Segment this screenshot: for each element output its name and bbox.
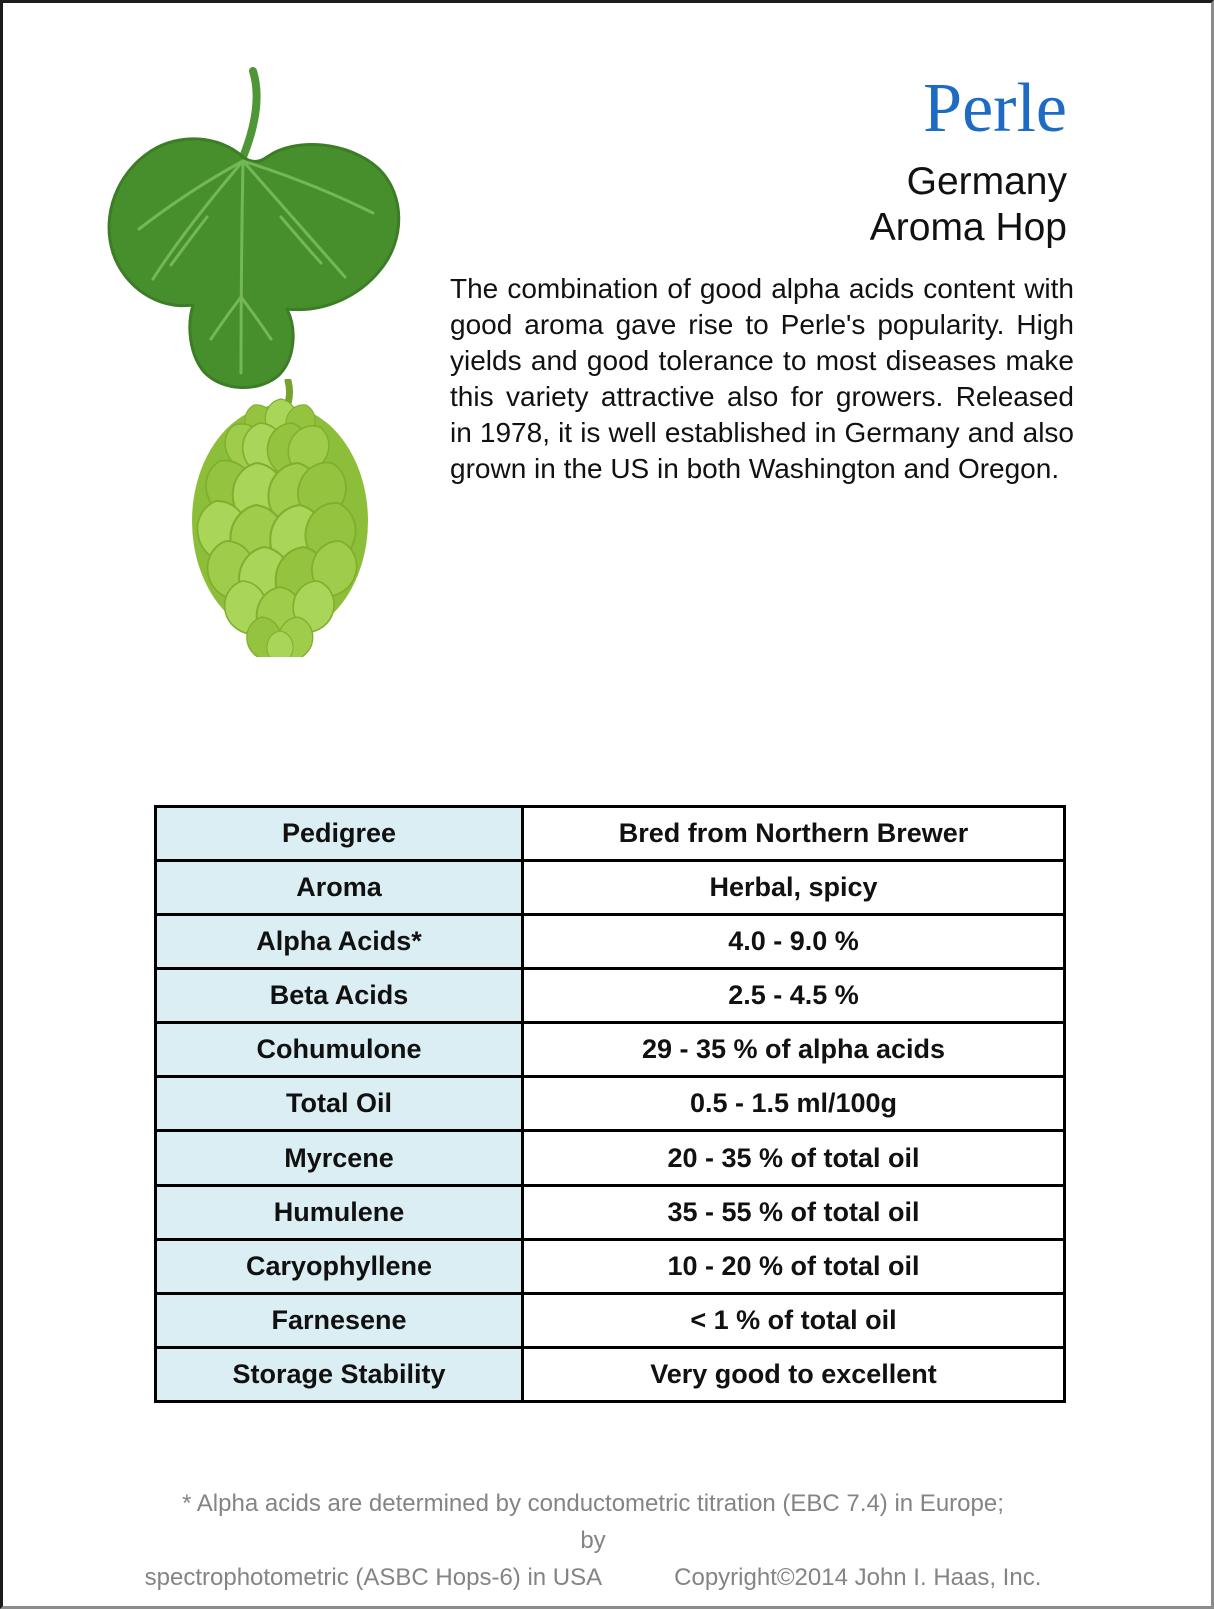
row-label: Aroma <box>156 861 523 915</box>
row-value: 0.5 - 1.5 ml/100g <box>523 1077 1065 1131</box>
header <box>869 70 1067 251</box>
table-row <box>156 807 1065 861</box>
table-row <box>156 969 1065 1023</box>
table-row <box>156 1347 1065 1401</box>
row-value: 29 - 35 % of alpha acids <box>523 1023 1065 1077</box>
description-text: The combination of good alpha acids content with good aroma gave rise to Perle's popularity. High yields and good tolerance to most diseases make this variety attractive also for growers. Released in 1978, it is well established in Germany and also grown in the US in both Washington and Oregon. <box>450 273 1074 484</box>
hop-type-label: Aroma Hop <box>869 206 1067 249</box>
table-row <box>156 861 1065 915</box>
row-label: Cohumulone <box>156 1023 523 1077</box>
row-label: Beta Acids <box>156 969 523 1023</box>
table-row <box>156 915 1065 969</box>
footnote-line1: * Alpha acids are determined by conductometric titration (EBC 7.4) in Europe; by <box>182 1490 1004 1554</box>
table-row <box>156 1239 1065 1293</box>
row-value: Bred from Northern Brewer <box>523 807 1065 861</box>
row-value: Herbal, spicy <box>523 861 1065 915</box>
row-label: Humulene <box>156 1185 523 1239</box>
table-row <box>156 1077 1065 1131</box>
footer <box>144 1485 1042 1596</box>
table-row <box>156 1185 1065 1239</box>
country-label: Germany <box>906 160 1067 203</box>
row-label: Alpha Acids* <box>156 915 523 969</box>
row-label: Farnesene <box>156 1293 523 1347</box>
row-value: Very good to excellent <box>523 1347 1065 1401</box>
row-value: 4.0 - 9.0 % <box>523 915 1065 969</box>
row-value: < 1 % of total oil <box>523 1293 1065 1347</box>
hop-leaf-image <box>91 67 443 397</box>
row-label: Storage Stability <box>156 1347 523 1401</box>
row-value: 2.5 - 4.5 % <box>523 969 1065 1023</box>
table-row <box>156 1131 1065 1185</box>
table-row <box>156 1293 1065 1347</box>
footnote-line2: spectrophotometric (ASBC Hops-6) in USA <box>144 1564 603 1591</box>
hop-spec-table <box>154 805 1066 1403</box>
table-row <box>156 1023 1065 1077</box>
row-label: Total Oil <box>156 1077 523 1131</box>
row-value: 10 - 20 % of total oil <box>523 1239 1065 1293</box>
copyright-text: Copyright©2014 John I. Haas, Inc. <box>674 1564 1042 1591</box>
row-label: Caryophyllene <box>156 1239 523 1293</box>
row-label: Myrcene <box>156 1131 523 1185</box>
row-label: Pedigree <box>156 807 523 861</box>
row-value: 20 - 35 % of total oil <box>523 1131 1065 1185</box>
row-value: 35 - 55 % of total oil <box>523 1185 1065 1239</box>
page-title: Perle <box>923 70 1067 147</box>
hop-cone-image <box>176 379 388 657</box>
